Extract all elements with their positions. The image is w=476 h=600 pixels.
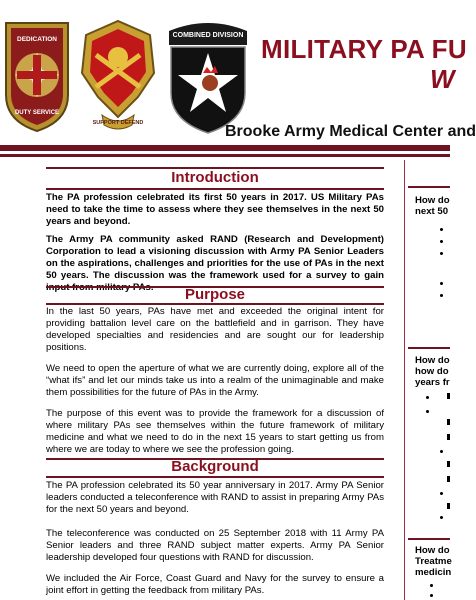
purpose-paragraph-3: The purpose of this event was to provide the framework for a discussion of where military PAs see themselves within the future framework of military medicine and what we need to do in the next 15 years to start getting us from where we are today to where we see the profession going. [46, 408, 384, 455]
sidebar-question-2 [415, 355, 450, 388]
crest2-motto: SUPPORT DEFEND [92, 120, 144, 126]
sidebar-q2-rule [408, 347, 450, 349]
sidebar-q3-rule [408, 538, 450, 540]
sidebar-bullet [426, 396, 429, 399]
sidebar-bullet [440, 228, 443, 231]
sidebar-bullet [440, 282, 443, 285]
sidebar-subbullet [447, 461, 450, 467]
sidebar-bullet [440, 294, 443, 297]
sidebar-bullet [430, 594, 433, 597]
sidebar-bullet [440, 252, 443, 255]
sidebar-q2-line1: How do [415, 355, 450, 366]
sidebar-subbullet [447, 476, 450, 482]
poster-title-line1: MILITARY PA FU [261, 34, 467, 64]
background-paragraph-3: We included the Air Force, Coast Guard and Navy for the survey to ensure a joint effort in getting the feedback from military PAs. [46, 573, 384, 596]
sidebar-q3-line3: medicin [415, 567, 452, 578]
sidebar-q3-line2: Treatme [415, 556, 452, 567]
purpose-paragraph-2: We need to open the aperture of what we are currently doing, explore all of the “what ifs” and let our minds take us into a realm of the unimaginable and make them possibilities for the future of PAs in the Army. [46, 363, 384, 398]
poster-subtitle: Brooke Army Medical Center and [225, 123, 476, 140]
crest3-title: COMBINED DIVISION [172, 32, 244, 39]
sidebar-subbullet [447, 393, 450, 399]
artillery-crest-logo [76, 17, 160, 134]
background-paragraph-1: The PA profession celebrated its 50 year anniversary in 2017. Army PA Senior leaders conducted a teleconference with RAND to assist in preparing Army PAs for the next 50 years and beyond. [46, 480, 384, 515]
sidebar-divider [404, 160, 405, 600]
sidebar-subbullet [447, 419, 450, 425]
sidebar-q1-rule [408, 186, 450, 188]
sidebar-bullet [440, 240, 443, 243]
intro-divider-bottom [46, 188, 384, 190]
sidebar-q1-line1: How do [415, 195, 450, 206]
intro-paragraph-2: The Army PA community asked RAND (Research and Development) Corporation to lead a visioning discussion with Army PA Senior Leaders on the aspirations, challenges and priorities for the use of PAs in the next 50 years. The discussion was the framework used for a survey to gain [46, 234, 384, 281]
purpose-paragraph-1: In the last 50 years, PAs have met and exceeded the original intent for providing battalion level care on the battlefield and in garrison. They have developed specialties and residencies and are sought our for leadership positions. [46, 306, 384, 353]
background-paragraph-2: The teleconference was conducted on 25 September 2018 with 11 Army PA Senior leaders and three RAND subject matter experts. Army PA Senior leadership developed four questions with RAND for discussion. [46, 528, 384, 563]
sidebar-subbullet [447, 434, 450, 440]
combined-division-patch-logo [163, 17, 253, 137]
sidebar-bullet [440, 492, 443, 495]
header-band-bottom [0, 154, 450, 157]
purpose-heading: Purpose [184, 286, 245, 303]
purpose-divider-bottom [46, 303, 384, 305]
background-heading: Background [171, 458, 259, 475]
sidebar-bullet [440, 450, 443, 453]
sidebar-question-3 [415, 545, 452, 578]
crest1-motto-top: DEDICATION [17, 36, 57, 43]
sidebar-q2-line3: years fr [415, 377, 450, 388]
sidebar-subbullet [447, 503, 450, 509]
sidebar-bullet [426, 410, 429, 413]
crest1-motto-bottom: DUTY SERVICE [14, 110, 60, 116]
sidebar-q3-line1: How do [415, 545, 450, 556]
poster-title-line2: W [430, 64, 455, 94]
dedication-crest-logo [2, 17, 72, 135]
sidebar-bullet [440, 516, 443, 519]
header-band-top [0, 145, 450, 151]
sidebar-bullet [430, 584, 433, 587]
sidebar-q1-line2: next 50 [415, 206, 449, 217]
sidebar-question-1 [415, 195, 450, 217]
intro-paragraph-1: The PA profession celebrated its first 50 years in 2017. US Military PAs need to take the time to assess where they see themselves in the next 50 years and beyond. [46, 192, 384, 227]
sidebar-q2-line2: how do [415, 366, 449, 377]
background-divider-bottom [46, 476, 384, 478]
introduction-heading: Introduction [171, 169, 259, 186]
